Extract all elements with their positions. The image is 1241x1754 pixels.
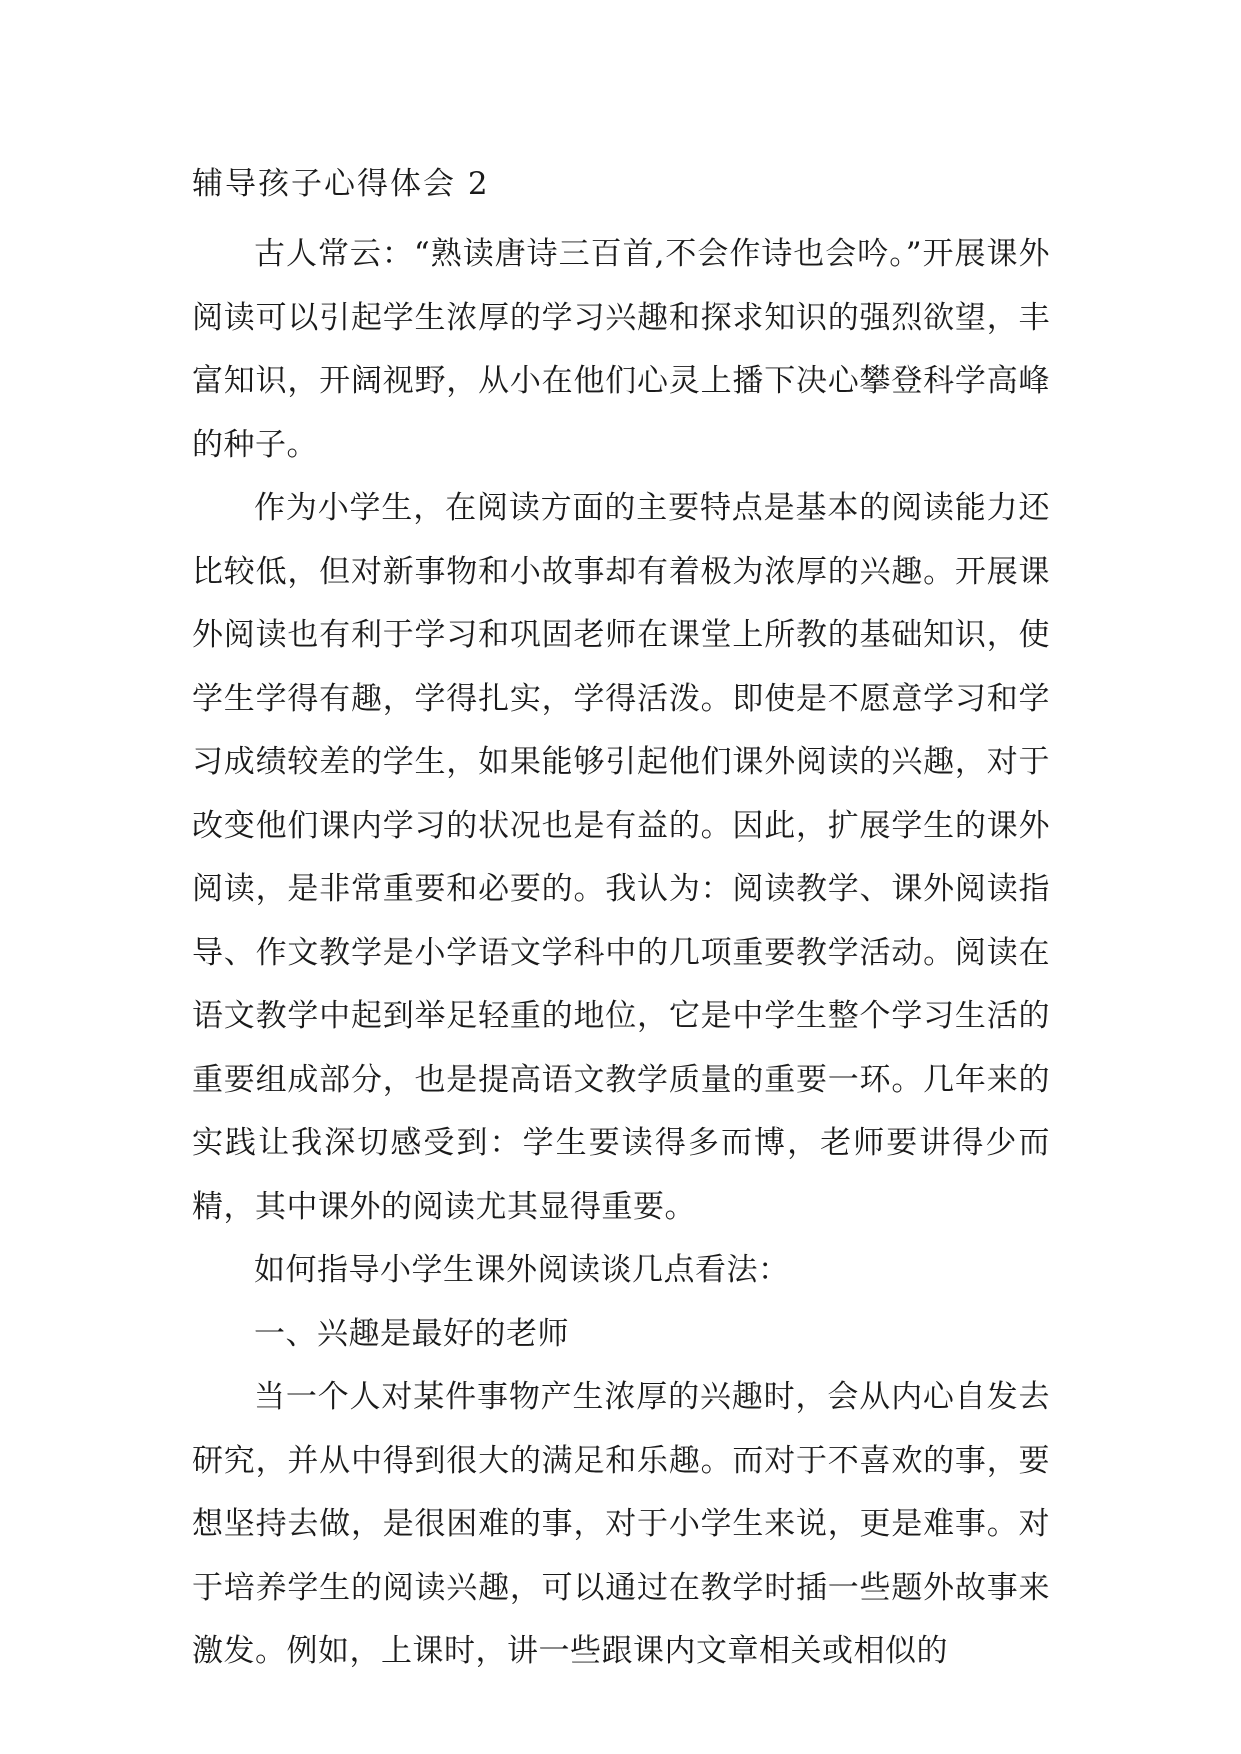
paragraph-3: 如何指导小学生课外阅读谈几点看法： xyxy=(254,1252,790,1288)
paragraph-1: 古人常云：“熟读唐诗三百首,不会作诗也会吟。”开展课外阅读可以引起学生浓厚的学习兴趣和探求知识的强烈欲望，丰富知识，开阔视野，从小在他们心灵上播下决心攀登科学高峰的种子。 xyxy=(192,236,1050,463)
paragraph-2: 作为小学生，在阅读方面的主要特点是基本的阅读能力还比较低，但对新事物和小故事却有着极为浓厚的兴趣。开展课外阅读也有利于学习和巩固老师在课堂上所教的基础知识，使学生学得有趣，学得扎实，学得活泼。即使是不愿意学习和学习成绩较差的学生，如果能够引起他们课外阅读的兴趣，对于改变他们课内学习的状况也是有益的。因此，扩展学生的课外阅读，是非常重要和必要的。我认为：阅读教学、课外阅读指导、作文教学是小学语文学科中的几项重要教学活动。阅读在语文教学中起到举足轻重的地位，它是中学生整个学习生活的重要组成部分，也是提高语文教学质量的重要一环。几年来的实践让我深切感受到：学生要读得多而博，老师要讲得少而精，其中课外的阅读尤其显得重要。 xyxy=(192,490,1050,1225)
section-heading-1: 一、兴趣是最好的老师 xyxy=(254,1315,569,1352)
document-title: 辅导孩子心得体会 2 xyxy=(192,166,490,202)
paragraph-4: 当一个人对某件事物产生浓厚的兴趣时，会从内心自发去研究，并从中得到很大的满足和乐趣。而对于不喜欢的事，要想坚持去做，是很困难的事，对于小学生来说，更是难事。对于培养学生的阅读兴趣，可以通过在教学时插一些题外故事来激发。例如，上课时，讲一些跟课内文章相关或相似的 xyxy=(192,1379,1050,1669)
document-page xyxy=(192,162,1050,1684)
